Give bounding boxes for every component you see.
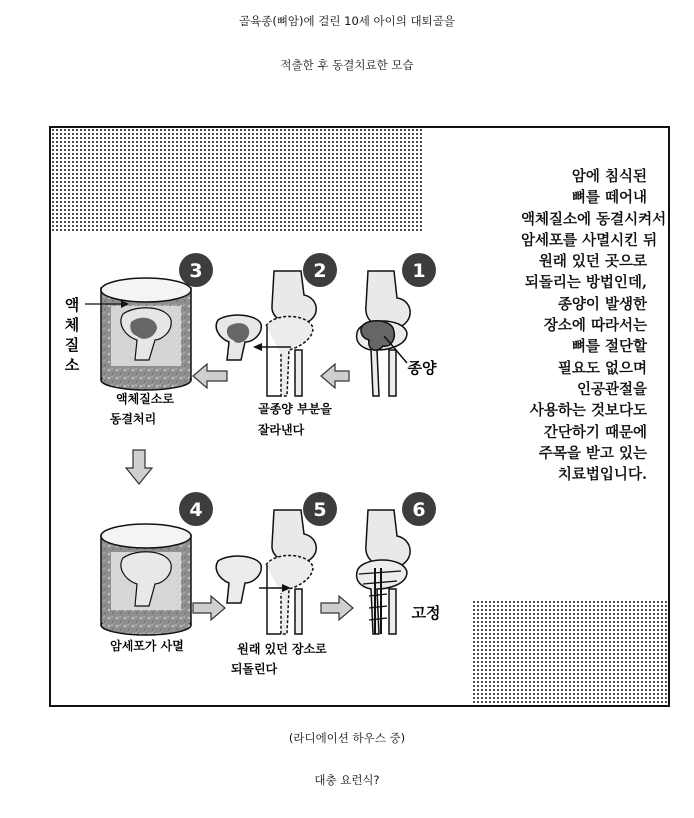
svg-text:1: 1 bbox=[412, 260, 426, 282]
svg-text:5: 5 bbox=[313, 499, 327, 521]
side-line: 액체질소에 동결시켜서 bbox=[521, 210, 667, 228]
side-line: 암세포를 사멸시킨 뒤 bbox=[521, 231, 658, 249]
liquid-nitrogen-char-2: 체 bbox=[64, 316, 80, 334]
svg-text:6: 6 bbox=[412, 499, 426, 521]
caption-line-2: 적출한 후 동결치료한 모습 bbox=[280, 58, 414, 72]
side-line: 치료법입니다. bbox=[557, 466, 647, 484]
liquid-nitrogen-tank bbox=[101, 278, 191, 390]
source-caption: (라디에이션 하우스 중) bbox=[288, 731, 406, 745]
step-badge-1 bbox=[402, 253, 436, 287]
step2-label-line2: 잘라낸다 bbox=[257, 423, 305, 437]
liquid-nitrogen-char-3: 질 bbox=[64, 336, 80, 354]
side-line: 되돌리는 방법인데, bbox=[524, 274, 647, 292]
fixation-label: 고정 bbox=[411, 604, 441, 622]
svg-text:4: 4 bbox=[189, 499, 203, 521]
liquid-nitrogen-char-4: 소 bbox=[64, 356, 80, 374]
block-arrow-4-5 bbox=[193, 596, 225, 620]
frozen-bone-tank bbox=[101, 524, 191, 635]
step5-label-line1: 원래 있던 장소로 bbox=[237, 642, 327, 656]
tumor-label: 종양 bbox=[407, 359, 437, 377]
explanation-text bbox=[521, 166, 667, 485]
step3-label-line2: 동결처리 bbox=[109, 412, 157, 426]
side-line: 뼈를 떼어내 bbox=[571, 189, 647, 207]
step-badge-3 bbox=[179, 253, 213, 287]
comment-caption: 대충 요런식? bbox=[314, 773, 380, 787]
svg-text:3: 3 bbox=[189, 260, 203, 282]
liquid-nitrogen-char-1: 액 bbox=[64, 296, 80, 314]
step-badge-5 bbox=[303, 492, 337, 526]
side-line: 종양이 발생한 bbox=[557, 295, 647, 313]
side-line: 원래 있던 곳으로 bbox=[538, 253, 647, 271]
resected-bone bbox=[266, 271, 316, 396]
side-line: 사용하는 것보다도 bbox=[529, 402, 647, 420]
removed-bone-piece bbox=[216, 315, 261, 360]
reattached-bone bbox=[266, 510, 316, 634]
side-line: 인공관절을 bbox=[576, 380, 647, 398]
block-arrow-2-to-3 bbox=[193, 364, 227, 388]
block-arrow-1-to-2 bbox=[321, 364, 349, 388]
step3-label-line1: 액체질소로 bbox=[116, 392, 174, 406]
block-arrow-5-to-6 bbox=[321, 596, 353, 620]
step-badge-2 bbox=[303, 253, 337, 287]
step4-label: 암세포가 사멸 bbox=[110, 639, 184, 653]
caption-line-1: 골육종(뼈암)에 걸린 10세 아이의 대퇴골을 bbox=[239, 14, 455, 28]
step-badge-6 bbox=[402, 492, 436, 526]
illustration-panel bbox=[49, 126, 670, 707]
side-line: 뼈를 절단할 bbox=[571, 338, 647, 356]
step5-label-line2: 되돌린다 bbox=[230, 662, 278, 676]
returned-bone-piece bbox=[216, 556, 261, 603]
svg-text:2: 2 bbox=[313, 260, 327, 282]
side-line: 필요도 없으며 bbox=[557, 359, 647, 377]
block-arrow-3-to-4 bbox=[126, 450, 152, 484]
side-line: 장소에 따라서는 bbox=[543, 317, 647, 335]
side-line: 주목을 받고 있는 bbox=[538, 444, 647, 462]
side-line: 암에 침식된 bbox=[571, 168, 647, 185]
step-badge-4 bbox=[179, 492, 213, 526]
knee-with-tumor bbox=[357, 271, 411, 396]
step2-label-line1: 골종양 부분을 bbox=[258, 402, 332, 416]
side-line: 간단하기 때문에 bbox=[543, 423, 647, 441]
